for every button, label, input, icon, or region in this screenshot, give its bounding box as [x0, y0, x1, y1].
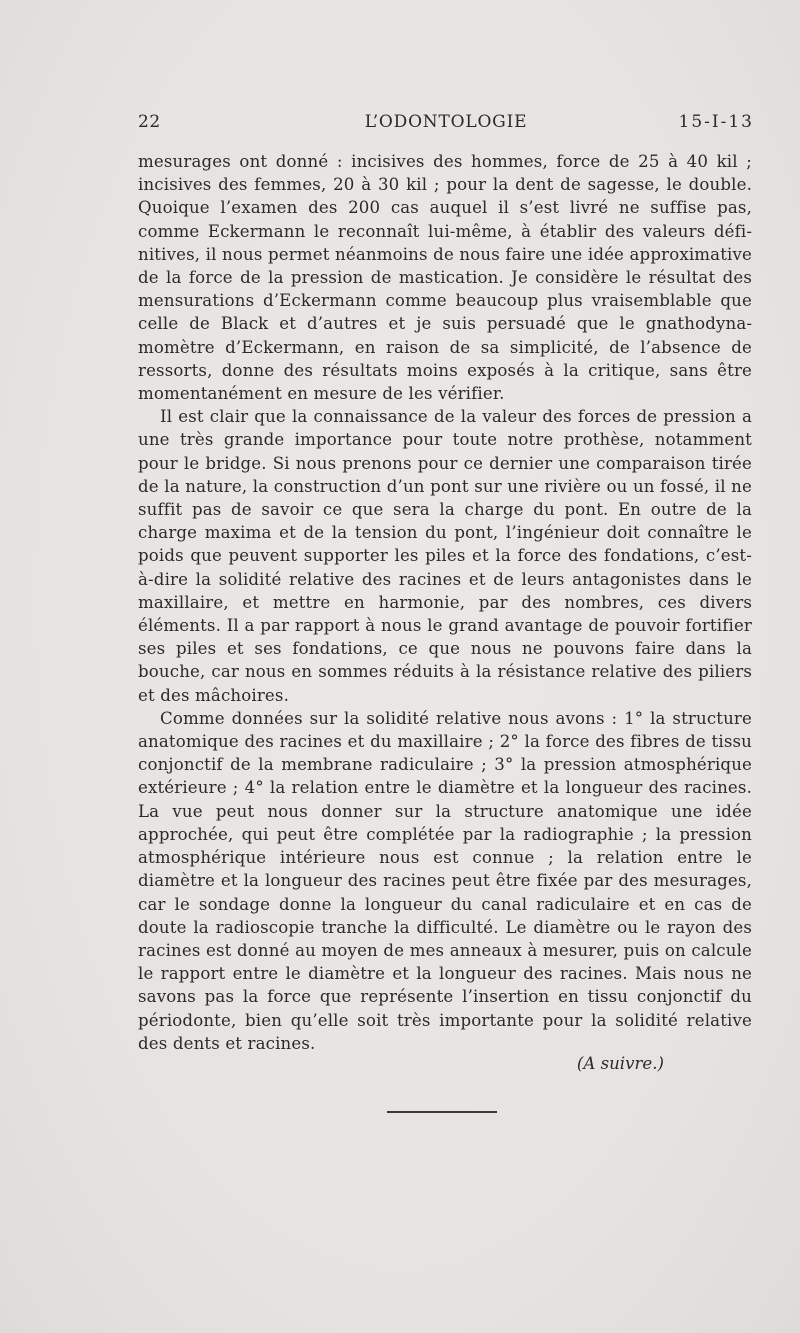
article-body — [138, 150, 752, 1055]
issue-date: 15-I-13 — [678, 112, 754, 132]
page-number: 22 — [138, 112, 161, 132]
paragraph-1: mesurages ont donné : incisives des hommes, force de 25 à 40 kil ; incisives des femmes, 20 à 30 kil ; pour la dent de sagesse, le double. Quoique l’examen des 200 cas auquel il s’est livré ne suffise pas, comme Eckermann le reconnaît lui-même, à établir des valeurs définitives, il nous permet néanmoins de nous faire une idée approximative de la force de la pression de mastication. Je considère le résultat des mensurations d’Eckermann comme beaucoup plus vraisemblable que celle de Black et d’autres et je suis persuadé que le gnathodynamomètre d’Eckermann, en raison de sa simplicité, de l’absence de ressorts, donne des résultats moins exposés à la critique, sans être momentanément en mesure de les vérifier. — [138, 152, 752, 404]
paragraph-3: Comme données sur la solidité relative nous avons : 1° la structure anatomique des racines et du maxillaire ; 2° la force des fibres de tissu conjonctif de la membrane radiculaire ; 3° la pression atmosphérique extérieure ; 4° la relation entre le diamètre et la longueur des racines. La vue peut nous donner sur la structure anatomique une idée approchée, qui peut être complétée par la radiographie ; la pression atmosphérique intérieure nous est connue ; la relation entre le diamètre et la longueur des racines peut être fixée par des mesurages, car le sondage donne la longueur du canal radiculaire et en cas de doute la radioscopie tranche la difficulté. Le diamètre ou le rayon des racines est donné au moyen de mes anneaux à mesurer, puis on calcule le rapport entre le diamètre et la longueur des racines. Mais nous ne savons pas la force que représente l’insertion en tissu conjonctif du périodonte, bien qu’elle soit très importante pour la solidité relative des dents et racines. — [138, 708, 752, 1053]
continuation-note: (A suivre.) — [576, 1054, 664, 1073]
end-rule-divider — [387, 1111, 497, 1113]
journal-title: L’ODONTOLOGIE — [364, 112, 528, 132]
running-header — [138, 112, 754, 140]
paragraph-2: Il est clair que la connaissance de la valeur des forces de pression a une très grande importance pour toute notre prothèse, notamment pour le bridge. Si nous prenons pour ce dernier une comparaison tirée de la nature, la construction d’un pont sur une rivière ou un fossé, il ne suffit pas de savoir ce que sera la charge du pont. En outre de la charge maxima et de la tension du pont, l’ingénieur doit connaître le poids que peuvent supporter les piles et la force des fondations, c’est-à-dire la solidité relative des racines et de leurs antagonistes dans le maxillaire, et mettre en harmonie, par des nombres, ces divers éléments. Il a par rapport à nous le grand avantage de pouvoir fortifier ses piles et ses fondations, ce que nous ne pouvons faire dans la bouche, car nous en sommes réduits à la résistance relative des piliers et des mâchoires. — [138, 407, 752, 705]
